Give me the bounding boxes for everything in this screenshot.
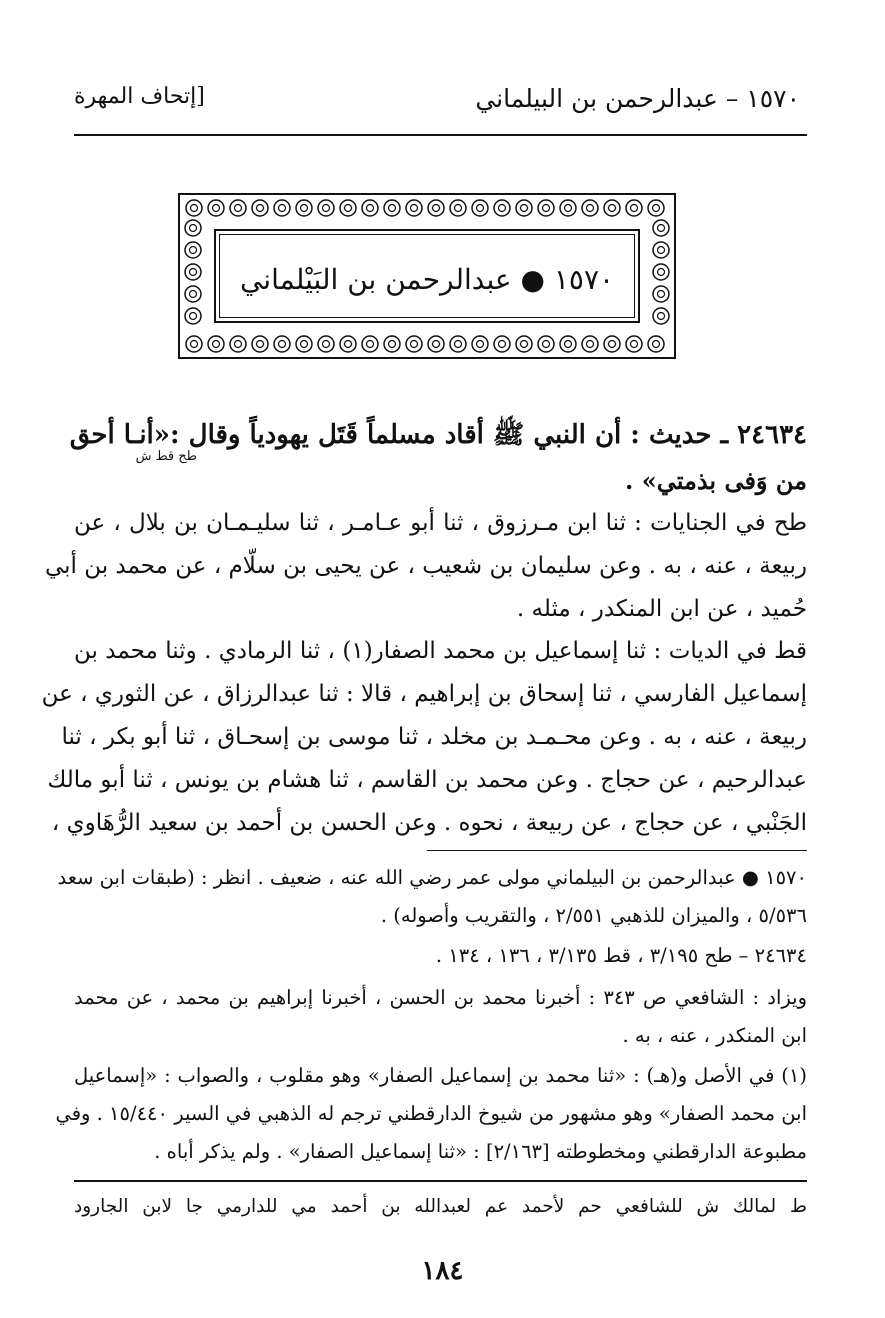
ornament-loop xyxy=(428,200,444,216)
ornament-loop xyxy=(472,200,488,216)
ornament-loop xyxy=(185,308,201,324)
ornament-loop xyxy=(538,200,554,216)
ornament-left xyxy=(182,217,204,335)
ornament-loop xyxy=(384,336,400,352)
ornament-loop xyxy=(252,200,268,216)
ornament-loop xyxy=(208,200,224,216)
ornament-loop xyxy=(340,336,356,352)
body-line: طح في الجنايات : ثنا ابن مـرزوق ، ثنا أبو عـامـر ، ثنا سليـمـان بن بلال ، عن xyxy=(74,510,807,536)
ornament-loop xyxy=(450,336,466,352)
ornament-dot xyxy=(433,341,440,348)
footnote-line: ويزاد : الشافعي ص ٣٤٣ : أخبرنا محمد بن الحسن ، أخبرنا إبراهيم بن محمد ، عن محمد xyxy=(74,986,807,1009)
ornament-dot xyxy=(455,205,462,212)
ornament-right xyxy=(650,217,672,335)
ornament-loop xyxy=(653,242,669,258)
ornament-dot xyxy=(190,269,197,276)
ornament-dot xyxy=(587,205,594,212)
ornament-loop xyxy=(274,336,290,352)
ornament-dot xyxy=(521,205,528,212)
header-rule xyxy=(74,134,807,136)
ornament-loop xyxy=(186,200,202,216)
ornament-loop xyxy=(604,336,620,352)
ornament-dot xyxy=(389,341,396,348)
ornament-loop xyxy=(626,200,642,216)
ornament-dot xyxy=(631,341,638,348)
ornament-dot xyxy=(477,341,484,348)
ornament-loop xyxy=(230,336,246,352)
ornament-dot xyxy=(609,341,616,348)
ornament-top xyxy=(183,197,671,219)
ornament-dot xyxy=(279,341,286,348)
ornament-loop xyxy=(648,200,664,216)
ornament-dot xyxy=(191,205,198,212)
ornament-loop xyxy=(296,336,312,352)
ornament-dot xyxy=(565,341,572,348)
ornament-dot xyxy=(190,247,197,254)
ornament-loop xyxy=(296,200,312,216)
ornament-loop xyxy=(653,308,669,324)
ornament-bottom xyxy=(183,333,671,355)
legend-rule xyxy=(74,1180,807,1182)
ornament-loop xyxy=(274,200,290,216)
ornament-loop xyxy=(362,200,378,216)
ornament-dot xyxy=(499,341,506,348)
ornament-dot xyxy=(367,341,374,348)
ornament-dot xyxy=(190,291,197,298)
footnote-line: ٢٤٦٣٤ – طح ٣/١٩٥ ، قط ٣/١٣٥ ، ١٣٦ ، ١٣٤ . xyxy=(435,944,807,967)
title-inner-box xyxy=(214,229,640,323)
ornament-loop xyxy=(494,200,510,216)
body-line: عبدالرحيم ، عن حجاج . وعن محمد بن القاسم ، ثنا هشام بن يونس ، ثنا أبو مالك xyxy=(47,767,807,793)
section-title: ١٥٧٠ ● عبدالرحمن بن البَيْلماني xyxy=(239,263,615,296)
ornament-dot xyxy=(653,341,660,348)
ornament-dot xyxy=(257,341,264,348)
ornament-dot xyxy=(191,341,198,348)
body-line: قط في الديات : ثنا إسماعيل بن محمد الصفار(١) ، ثنا الرمادي . وثنا محمد بن xyxy=(74,638,807,664)
ornament-dot xyxy=(213,341,220,348)
footnote-rule xyxy=(427,850,807,851)
ornament-loop xyxy=(362,336,378,352)
ornament-dot xyxy=(587,341,594,348)
hadith-heading-line-1: ٢٤٦٣٤ ـ حديث : أن النبي ﷺ أقاد مسلماً قَتَل يهودياً وقال :«أنـا أحق xyxy=(69,420,807,450)
ornament-loop xyxy=(582,200,598,216)
ornament-dot xyxy=(345,341,352,348)
ornament-loop xyxy=(494,336,510,352)
ornament-dot xyxy=(190,225,197,232)
ornament-loop xyxy=(560,336,576,352)
page-number: ١٨٤ xyxy=(421,1256,464,1286)
body-line: ربيعة ، عنه ، به . وعن محـمـد بن مخلد ، ثنا موسى بن إسحـاق ، ثنا أبو بكر ، ثنا xyxy=(61,724,807,750)
ornament-dot xyxy=(345,205,352,212)
ornament-loop xyxy=(230,200,246,216)
footnote-line: ابن محمد الصفار» وهو مشهور من شيوخ الدارقطني ترجم له الذهبي في السير ١٥/٤٤٠ . وفي xyxy=(55,1102,807,1125)
ornament-dot xyxy=(411,205,418,212)
ornament-loop xyxy=(582,336,598,352)
ornament-dot xyxy=(658,225,665,232)
ornament-loop xyxy=(516,200,532,216)
ornament-loop xyxy=(648,336,664,352)
ornament-dot xyxy=(411,341,418,348)
ornament-loop xyxy=(653,220,669,236)
ornament-loop xyxy=(406,336,422,352)
ornament-dot xyxy=(658,291,665,298)
footnote-line: ابن المنكدر ، عنه ، به . xyxy=(622,1024,807,1047)
ornament-loop xyxy=(653,286,669,302)
ornament-loop xyxy=(252,336,268,352)
ornament-dot xyxy=(565,205,572,212)
ornament-dot xyxy=(235,205,242,212)
ornament-dot xyxy=(658,313,665,320)
ornament-loop xyxy=(185,286,201,302)
ornament-dot xyxy=(301,341,308,348)
ornament-dot xyxy=(213,205,220,212)
hadith-heading-line-2: من وَفى بذمتي» . xyxy=(625,466,807,495)
ornament-dot xyxy=(658,269,665,276)
body-line: حُميد ، عن ابن المنكدر ، مثله . xyxy=(516,596,807,622)
ornament-dot xyxy=(279,205,286,212)
ornament-dot xyxy=(631,205,638,212)
ornament-dot xyxy=(543,205,550,212)
ornament-dot xyxy=(543,341,550,348)
ornament-dot xyxy=(521,341,528,348)
ornament-loop xyxy=(406,200,422,216)
ornament-dot xyxy=(477,205,484,212)
ornament-dot xyxy=(323,341,330,348)
ornament-dot xyxy=(433,205,440,212)
ornament-loop xyxy=(185,220,201,236)
ornament-dot xyxy=(190,313,197,320)
ornament-loop xyxy=(186,336,202,352)
ornament-loop xyxy=(384,200,400,216)
body-line: ربيعة ، عنه ، به . وعن سليمان بن شعيب ، عن يحيى بن سلّام ، عن محمد بن أبي xyxy=(44,553,807,579)
ornament-dot xyxy=(257,205,264,212)
ornament-loop xyxy=(653,264,669,280)
ornament-loop xyxy=(538,336,554,352)
ornament-loop xyxy=(560,200,576,216)
ornament-dot xyxy=(455,341,462,348)
ornament-dot xyxy=(367,205,374,212)
ornament-dot xyxy=(609,205,616,212)
ornament-dot xyxy=(653,205,660,212)
ornament-loop xyxy=(604,200,620,216)
footnote-line: ٥/٥٣٦ ، والميزان للذهبي ٢/٥٥١ ، والتقريب وأصوله) . xyxy=(380,904,807,927)
ornament-loop xyxy=(428,336,444,352)
ornament-loop xyxy=(340,200,356,216)
running-header-chapter: ١٥٧٠ – عبدالرحمن بن البيلماني xyxy=(475,84,800,113)
ornament-loop xyxy=(185,264,201,280)
footnote-line: ١٥٧٠ ● عبدالرحمن بن البيلماني مولى عمر رضي الله عنه ، ضعيف . انظر : (طبقات ابن سعد xyxy=(57,866,807,889)
ornament-loop xyxy=(185,242,201,258)
ornament-loop xyxy=(318,200,334,216)
ornament-loop xyxy=(472,336,488,352)
title-frame xyxy=(178,193,676,359)
ornament-dot xyxy=(301,205,308,212)
ornament-loop xyxy=(318,336,334,352)
abbreviation-legend: ط لمالك ش للشافعي حم لأحمد عم لعبدالله بن أحمد مي للدارمي جا لابن الجارود xyxy=(74,1196,807,1217)
ornament-loop xyxy=(450,200,466,216)
ornament-dot xyxy=(323,205,330,212)
body-line: إسماعيل الفارسي ، ثنا إسحاق بن إبراهيم ، قالا : ثنا عبدالرزاق ، عن الثوري ، عن xyxy=(41,681,807,707)
ornament-loop xyxy=(626,336,642,352)
body-line: الجَنْبي ، عن حجاج ، عن ربيعة ، نحوه . وعن الحسن بن أحمد بن سعيد الرُّهَاوي ، xyxy=(51,810,807,836)
ornament-dot xyxy=(389,205,396,212)
footnote-line: مطبوعة الدارقطني ومخطوطته [٢/١٦٣] : «ثنا إسماعيل الصفار» . ولم يذكر أباه . xyxy=(154,1140,807,1163)
footnote-line: (١) في الأصل و(هـ) : «ثنا محمد بن إسماعيل الصفار» وهو مقلوب ، والصواب : «إسماعيل xyxy=(74,1064,807,1087)
running-header-book: [إتحاف المهرة xyxy=(74,84,205,109)
hadith-sigla: طح قط ش xyxy=(135,449,197,464)
ornament-dot xyxy=(658,247,665,254)
ornament-loop xyxy=(516,336,532,352)
ornament-dot xyxy=(235,341,242,348)
ornament-loop xyxy=(208,336,224,352)
ornament-dot xyxy=(499,205,506,212)
